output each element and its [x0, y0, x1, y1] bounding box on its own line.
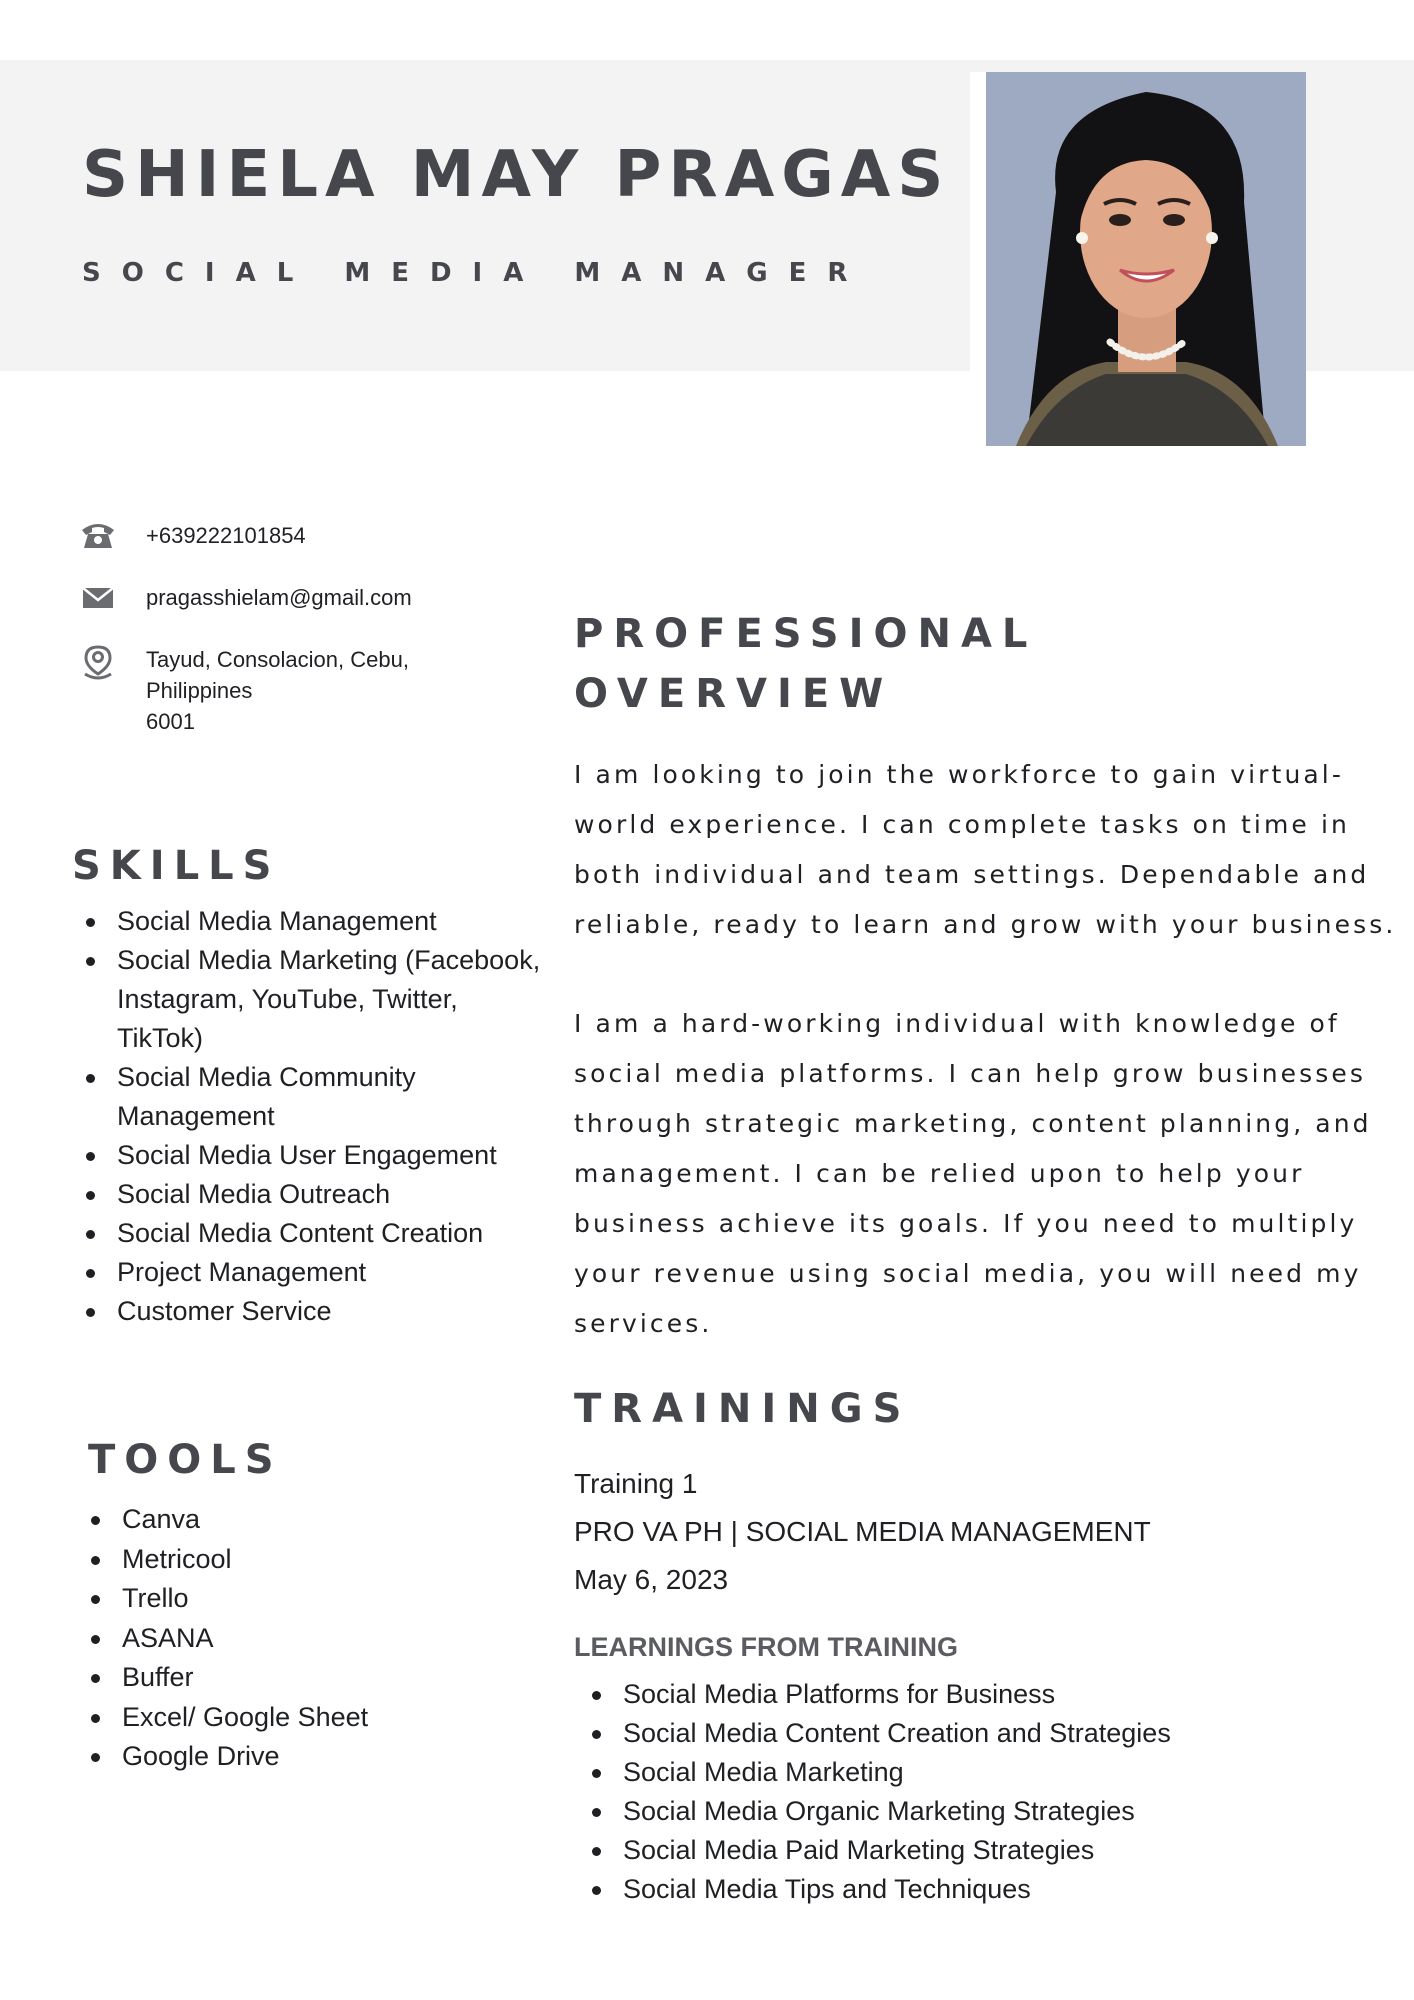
email-address: pragasshielam@gmail.com — [146, 585, 412, 610]
address-line2: Philippines — [146, 678, 253, 703]
skill-item: Social Media User Engagement — [82, 1136, 542, 1175]
trainings-heading: TRAININGS — [574, 1386, 912, 1432]
address-line1: Tayud, Consolacion, Cebu, — [146, 647, 409, 672]
learnings-list — [588, 1675, 1388, 1909]
address — [146, 644, 409, 737]
skill-item: Project Management — [82, 1253, 542, 1292]
learning-item: Social Media Platforms for Business — [588, 1675, 1388, 1714]
contact-email — [80, 582, 412, 614]
skill-item: Social Media Management — [82, 902, 542, 941]
contact-address — [80, 644, 409, 737]
learnings-heading: LEARNINGS FROM TRAINING — [574, 1632, 958, 1662]
training-date: May 6, 2023 — [574, 1564, 729, 1595]
skills-list — [82, 902, 542, 1331]
tool-item: Canva — [87, 1500, 487, 1540]
skill-item: Customer Service — [82, 1292, 542, 1331]
skills-heading: SKILLS — [72, 843, 281, 889]
tool-item: Excel/ Google Sheet — [87, 1698, 487, 1738]
tool-item: ASANA — [87, 1619, 487, 1659]
location-pin-icon — [80, 644, 116, 676]
learning-item: Social Media Organic Marketing Strategies — [588, 1792, 1388, 1831]
training-name: PRO VA PH | SOCIAL MEDIA MANAGEMENT — [574, 1516, 1151, 1547]
profile-photo — [986, 72, 1306, 446]
overview-heading — [574, 604, 1037, 724]
tool-item: Trello — [87, 1579, 487, 1619]
overview-heading-line1: PROFESSIONAL — [574, 611, 1038, 657]
tool-item: Metricool — [87, 1540, 487, 1580]
address-line3: 6001 — [146, 709, 195, 734]
skill-item: Social Media Marketing (Facebook, Instagram, YouTube, Twitter, TikTok) — [82, 941, 542, 1058]
learning-item: Social Media Paid Marketing Strategies — [588, 1831, 1388, 1870]
job-title: SOCIAL MEDIA MANAGER — [82, 258, 869, 288]
profile-photo-illustration — [986, 72, 1306, 446]
overview-paragraph-1: I am looking to join the workforce to gain virtual-world experience. I can complete tasks on time in both individual and team settings. Dependable and reliable, ready to learn and grow with your business. — [574, 760, 1397, 939]
training-label: Training 1 — [574, 1468, 698, 1499]
mail-icon — [80, 582, 116, 614]
skill-item: Social Media Content Creation — [82, 1214, 542, 1253]
skill-item: Social Media Outreach — [82, 1175, 542, 1214]
candidate-name: SHIELA MAY PRAGAS — [82, 138, 951, 212]
tools-list — [87, 1500, 487, 1777]
contact-phone — [80, 520, 306, 552]
tool-item: Buffer — [87, 1658, 487, 1698]
tool-item: Google Drive — [87, 1737, 487, 1777]
learning-item: Social Media Content Creation and Strategies — [588, 1714, 1388, 1753]
phone-icon — [80, 520, 116, 552]
learning-item: Social Media Tips and Techniques — [588, 1870, 1388, 1909]
overview-paragraph-2: I am a hard-working individual with knowledge of social media platforms. I can help grow businesses through strategic marketing, content planning, and management. I can be relied upon to help your business achieve its goals. If you need to multiply your revenue using social media, you will need my services. — [574, 1009, 1372, 1338]
learning-item: Social Media Marketing — [588, 1753, 1388, 1792]
overview-heading-line2: OVERVIEW — [574, 671, 894, 717]
phone-number: +639222101854 — [146, 523, 306, 548]
skill-item: Social Media Community Management — [82, 1058, 542, 1136]
tools-heading: TOOLS — [88, 1437, 283, 1483]
